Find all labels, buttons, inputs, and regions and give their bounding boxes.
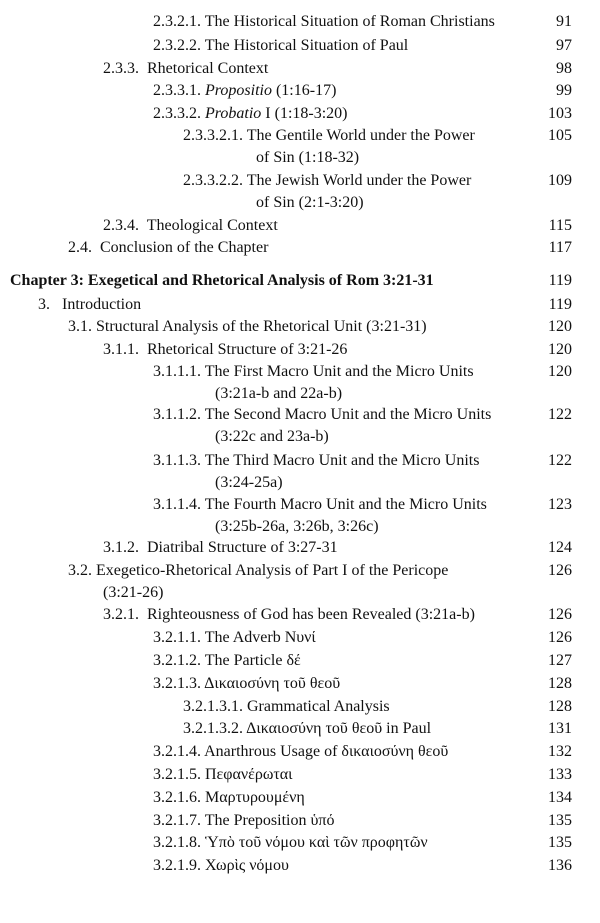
toc-entry-page: 124	[548, 539, 572, 556]
toc-entry-title: 3.2.1.7. The Preposition ὑπό	[153, 812, 335, 829]
toc-entry-page: 128	[548, 675, 572, 692]
toc-entry-title: 2.3.3.2.1. The Gentile World under the Power	[183, 127, 475, 144]
toc-entry-page: 135	[548, 834, 572, 851]
toc-entry-title: 3.2.1.3.2. Δικαιοσύνη τοῦ θεοῦ in Paul	[183, 720, 432, 737]
toc-entry-page: 120	[548, 318, 572, 335]
toc-entry-title: 3.2.1.1. The Adverb Νυνί	[153, 629, 316, 646]
toc-entry-title: 3.2.1.6. Μαρτυρουμένη	[153, 789, 305, 806]
toc-entry-title-continued: of Sin (1:18-32)	[256, 149, 360, 166]
toc-entry-page: 122	[548, 452, 572, 469]
toc-entry-title: 3. Introduction	[38, 296, 142, 313]
toc-entry-page: 132	[548, 743, 572, 760]
toc-entry-page: 119	[548, 272, 572, 289]
toc-entry-title-continued: (3:21a-b and 22a-b)	[215, 385, 343, 402]
toc-entry-italic: Propositio	[205, 82, 272, 99]
toc-entry-page: 109	[548, 172, 572, 189]
toc-entry-title-continued: of Sin (2:1-3:20)	[256, 194, 364, 211]
toc-entry-page: 126	[548, 562, 572, 579]
toc-entry-number: 2.3.3.2.	[153, 105, 201, 122]
toc-entry-title: 3.2. Exegetico-Rhetorical Analysis of Part I of the Pericope	[68, 562, 449, 579]
toc-entry-page: 103	[548, 105, 572, 122]
toc-entry-rest: I (1:18-3:20)	[265, 105, 348, 122]
toc-entry-page: 117	[548, 239, 572, 256]
toc-entry-page: 120	[548, 363, 572, 380]
toc-entry-page: 126	[548, 606, 572, 623]
toc-entry-page: 133	[548, 766, 572, 783]
toc-entry-page: 99	[556, 82, 572, 99]
toc-entry-title-continued: (3:25b-26a, 3:26b, 3:26c)	[215, 518, 379, 535]
toc-entry-rest: (1:16-17)	[275, 82, 337, 99]
toc-entry-page: 136	[548, 857, 572, 874]
toc-entry-title-continued: (3:21-26)	[103, 584, 164, 601]
toc-entry-page: 128	[548, 698, 572, 715]
toc-entry-title: 3.2.1.3.1. Grammatical Analysis	[183, 698, 390, 715]
toc-entry-title: 2.3.3.2.2. The Jewish World under the Power	[183, 172, 472, 189]
toc-entry-page: 123	[548, 496, 572, 513]
toc-entry-title: 2.3.2.2. The Historical Situation of Paul	[153, 37, 409, 54]
toc-entry-page: 131	[548, 720, 572, 737]
toc-entry-title: 2.3.2.1. The Historical Situation of Roman Christians	[153, 13, 495, 30]
toc-entry-title: 3.1.1.4. The Fourth Macro Unit and the Micro Units	[153, 496, 487, 513]
toc-entry-page: 122	[548, 406, 572, 423]
chapter-title: Chapter 3: Exegetical and Rhetorical Analysis of Rom 3:21-31	[10, 272, 434, 289]
toc-entry-page: 98	[556, 60, 572, 77]
toc-entry-title: 2.3.4. Theological Context	[103, 217, 278, 234]
toc-entry-page: 119	[548, 296, 572, 313]
toc-entry-page: 127	[548, 652, 572, 669]
toc-entry-page: 115	[548, 217, 572, 234]
toc-entry-title: 3.1.1. Rhetorical Structure of 3:21-26	[103, 341, 348, 358]
toc-entry-italic: Probatio	[205, 105, 262, 122]
toc-entry-title	[153, 103, 348, 125]
toc-entry-title: 2.4. Conclusion of the Chapter	[68, 239, 269, 256]
toc-entry-title: 3.2.1.2. The Particle δέ	[153, 652, 301, 669]
toc-entry-title: 3.1.1.1. The First Macro Unit and the Micro Units	[153, 363, 474, 380]
toc-entry-title: 3.1. Structural Analysis of the Rhetorical Unit (3:21-31)	[68, 318, 427, 335]
toc-entry-title: 3.2.1.4. Anarthrous Usage of δικαιοσύνη θεοῦ	[153, 743, 449, 760]
toc-entry-title	[153, 80, 336, 102]
toc-entry-page: 91	[556, 13, 572, 30]
toc-entry-title: 3.2.1.9. Χωρὶς νόμου	[153, 857, 289, 874]
toc-entry-title-continued: (3:24-25a)	[215, 474, 283, 491]
toc-entry-title: 3.1.1.2. The Second Macro Unit and the Micro Units	[153, 406, 492, 423]
toc-entry-title: 3.1.1.3. The Third Macro Unit and the Micro Units	[153, 452, 480, 469]
toc-entry-title-continued: (3:22c and 23a-b)	[215, 428, 329, 445]
toc-entry-title: 3.2.1.8. Ὑπὸ τοῦ νόμου καὶ τῶν προφητῶν	[153, 834, 428, 851]
toc-entry-page: 120	[548, 341, 572, 358]
toc-entry-page: 105	[548, 127, 572, 144]
toc-entry-title: 3.2.1.5. Πεφανέρωται	[153, 766, 293, 783]
toc-entry-page: 135	[548, 812, 572, 829]
toc-entry-page: 97	[556, 37, 572, 54]
toc-entry-page: 126	[548, 629, 572, 646]
toc-entry-title: 3.2.1.3. Δικαιοσύνη τοῦ θεοῦ	[153, 675, 341, 692]
toc-entry-title: 3.1.2. Diatribal Structure of 3:27-31	[103, 539, 338, 556]
toc-entry-title: 2.3.3. Rhetorical Context	[103, 60, 269, 77]
toc-entry-number: 2.3.3.1.	[153, 82, 201, 99]
toc-entry-page: 134	[548, 789, 572, 806]
toc-entry-title: 3.2.1. Righteousness of God has been Revealed (3:21a-b)	[103, 606, 475, 623]
